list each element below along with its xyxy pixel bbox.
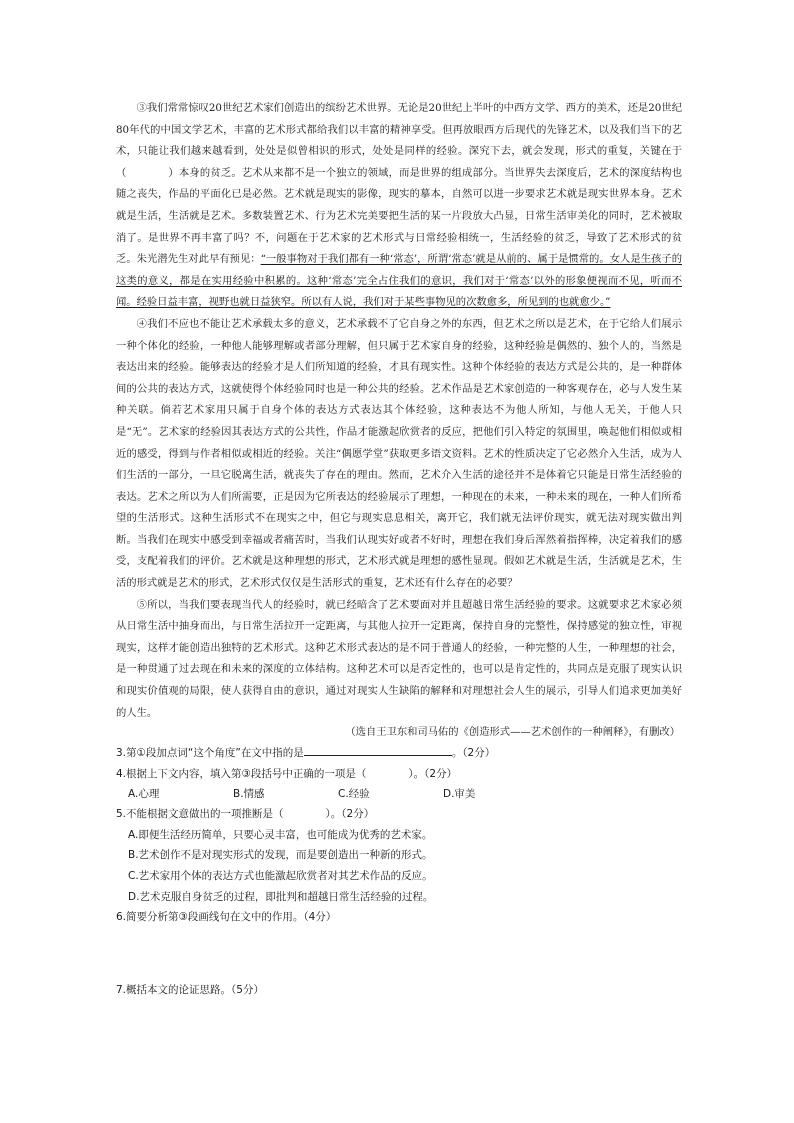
question-3-score: 。（2分） [451,747,496,760]
paragraph-5: ⑤所以，当我们要表现当代人的经验时，就已经暗含了艺术要面对并且超越日常生活经验的要求。这就要求艺术家必须从日常生活中抽身而出，与日常生活拉开一定距离，与其他人拉开一定距离，保持自身的完整性，保持感觉的独立性，审视现实，这样才能创造出独特的艺术形式。这种艺术形式表达的是不同于普通人的经验，一种完整的人生，一种理想的社会，是一种贯通了过去现在和未来的深度的立体结构。这种艺术可以是否定性的，也可以是肯定性的，共同点是克服了现实认识和现实价值观的局限，使人获得自由的意识，通过对现实人生缺陷的解释和对理想社会人生的展示，引导人们追求更加美好的人生。 [116,598,682,719]
option-a[interactable]: A.心理 [128,788,160,801]
option-d[interactable]: D.艺术克服自身贫乏的过程，即批判和超越日常生活经验的过程。 [128,890,434,903]
option-c[interactable]: C.艺术家用个体的表达方式也能激起欣赏者对其艺术作品的反应。 [128,870,433,883]
paragraph-3-text: ③我们常常惊叹20世纪艺术家们创造出的缤纷艺术世界。无论是20世纪上半叶的中西方文学、西方的美术，还是20世纪80年代的中国文学艺术，丰富的艺术形式都给我们以丰富的精神享受。但再放眼西方后现代的先锋艺术，以及我们当下的艺术，只能让我们越来越看到，处处是似曾相识的形式，处处是同样的经验。深究下去，就会发现，形式的重复，关键在于（ ）本身的贫乏。艺术从来都不是一个独立的领域，而是世界的组成部分。当世界失去深度后，艺术的深度结构也随之丧失，作品的平面化已是必然。艺术就是现实的影像，现实的摹本，自然可以进一步要求艺术就是现实世界本身。艺术就是生活，生活就是艺术。多数装置艺术、行为艺术完美要把生活的某一片段放大凸显，日常生活审美化的同时，艺术被取消了。是世界不再丰富了吗？不，问题在于艺术家的艺术形式与日常经验相统一，生活经验的贫乏，导致了艺术形式的贫乏。朱光潜先生对此早有预见： [116,102,682,266]
question-7: 7.概括本文的论证思路。（5分） [116,983,264,996]
underlined-sentence: “一般事物对于我们都有一种‘常态’，所谓‘常态’就是从前的、属于是惯常的。女人是生孩子的这类的意义，都是在实用经验中积累的。这种‘常态’完全占住我们的意识，我们对于‘常态’以外的形象便视而不见，听而不闻。经验日益丰富，视野也就日益狭窄。所以有人说，我们对于某些事物见的次数愈多，所见到的也就愈少。” [116,253,682,309]
option-b[interactable]: B.艺术创作不是对现实形式的发现，而是要创造出一种新的形式。 [128,849,433,862]
question-3 [116,743,682,763]
option-a[interactable]: A.即便生活经历简单，只要心灵丰富，也可能成为优秀的艺术家。 [128,828,433,841]
source-citation: （选自王卫东和司马佑的《创造形式——艺术创作的一种阐释》，有删改） [345,726,680,739]
question-6: 6.简要分析第③段画线句在文中的作用。（4分） [116,911,337,924]
question-4: 4.根据上下文内容，填入第③段括号中正确的一项是（ ）。（2分） [116,767,458,780]
option-c[interactable]: C.经验 [338,788,370,801]
document-page [116,98,682,1000]
option-b[interactable]: B.情感 [233,788,265,801]
answer-space[interactable] [116,928,682,980]
option-d[interactable]: D.审美 [443,788,476,801]
question-3-text: 3.第①段加点词“这个角度”在文中指的是 [116,747,304,760]
question-4-options [116,784,682,804]
paragraph-4: ④我们不应也不能让艺术承载太多的意义，艺术承载不了它自身之外的东西，但艺术之所以是艺术，在于它给人们展示一种个体化的经验，一种他人能够理解或者部分理解，但只属于艺术家自身的经验，这种经验是偶然的、独个人的，当然是表达出来的经验。能够表达的经验才是人们所知道的经验，才具有现实性。这种个体经验的表达方式是公共的，是一种群体间的公共的表达方式，这就使得个体经验同时也是一种公共的经验。艺术作品是艺术家创造的一种客观存在，必与人发生某种关联。倘若艺术家用只属于自身个体的表达方式表达其个体经验，这种表达不为他人所知，与他人无关，于他人只是“无”。艺术家的经验因其表达方式的公共性，作品才能激起欣赏者的反应，把他们引入特定的氛围里，唤起他们相似或相近的感受，得到与作者相似或相近的经验。关注“偶愿学堂”获取更多语文资料。艺术的性质决定了它必然介入生活，成为人们生活的一部分，一旦它脱离生活，就丧失了存在的理由。然而，艺术介入生活的途径并不是体着它只能是日常生活经验的表达。艺术之所以为人们所需要，正是因为它所表达的经验展示了理想，一种现在的未来，一种未来的现在，一种人们所希望的生活形式。这种生活形式不在现实之中，但它与现实息息相关，离开它，我们就无法评价现实，就无法对现实做出判断。当我们在现实中感受到幸福或者痛苦时，当我们认现实好或者不好时，理想在我们身后浑然着指挥棒，决定着我们的感受，支配着我们的评价。艺术就是这种理想的形式，艺术形式就是理想的感性显现。假如艺术就是生活，生活就是艺术，生活的形式就是艺术的形式，艺术形式仅仅是生活形式的重复，艺术还有什么存在的必要？ [116,317,682,590]
question-5: 5.不能根据文意做出的一项推断是（ ）。（2分） [116,808,375,821]
answer-blank[interactable] [304,744,452,756]
paragraph-3 [116,98,682,314]
